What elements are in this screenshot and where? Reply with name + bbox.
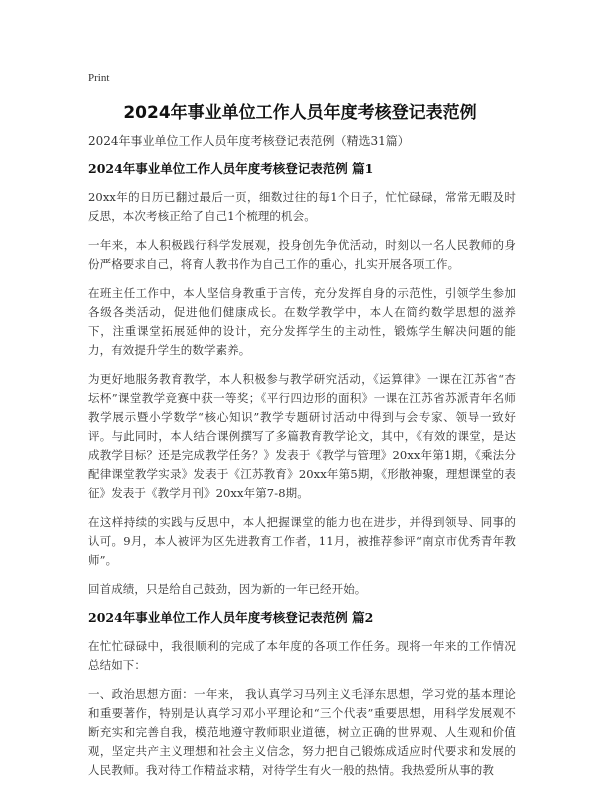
section-2-paragraph-1: 在忙忙碌碌中，我很顺利的完成了本年度的各项工作任务。现将一年来的工作情况总结如下： bbox=[88, 639, 516, 672]
print-link[interactable]: Print bbox=[88, 72, 110, 84]
section-heading-1: 2024年事业单位工作人员年度考核登记表范例 篇1 bbox=[88, 161, 374, 176]
section-heading-2: 2024年事业单位工作人员年度考核登记表范例 篇2 bbox=[88, 610, 374, 625]
article-subtitle: 2024年事业单位工作人员年度考核登记表范例（精选31篇） bbox=[88, 134, 410, 148]
page-title: 2024年事业单位工作人员年度考核登记表范例 bbox=[123, 103, 477, 123]
section-1-paragraph-6: 回首成绩，只是给自己鼓劲，因为新的一年已经开始。 bbox=[88, 582, 367, 596]
section-1-paragraph-3: 在班主任工作中，本人坚信身教重于言传，充分发挥自身的示范性，引领学生参加各级各类活动，促进他们健康成长。在数学教学中，本人在简约数学思想的滋养下，注重课堂拓展延伸的设计，充分发挥学生的主动性，锻炼学生解决问题的能力，有效提升学生的数学素养。 bbox=[88, 286, 516, 357]
section-1-paragraph-2: 一年来，本人积极践行科学发展观，投身创先争优活动，时刻以一名人民教师的身份严格要求自己，将育人教书作为自己工作的重心，扎实开展各项工作。 bbox=[88, 238, 516, 271]
article-body bbox=[88, 132, 516, 789]
section-1-paragraph-1: 20xx年的日历已翻过最后一页，细数过往的每1个日子，忙忙碌碌，常常无暇及时反思，本次考核正给了自己1个梳理的机会。 bbox=[88, 190, 516, 223]
section-2-paragraph-2: 一、政治思想方面：一年来， 我认真学习马列主义毛泽东思想，学习党的基本理论和重要著作，特别是认真学习邓小平理论和“三个代表”重要思想，用科学发展观不断充实和完善自我，模范地遵守教师职业道德，树立正确的世界观、人生观和价值观，坚定共产主义理想和社会主义信念，努力把自己锻炼成适应时代要求和发展的人民教师。我对待工作精益求精，对待学生有火一般的热情。我热爱所从事的教 bbox=[88, 687, 516, 777]
section-1-paragraph-5: 在这样持续的实践与反思中，本人把握课堂的能力也在进步，并得到领导、同事的认可。9月，本人被评为区先进教育工作者，11月，被推荐参评“南京市优秀青年教师”。 bbox=[88, 515, 516, 567]
section-1-paragraph-4: 为更好地服务教育教学，本人积极参与教学研究活动，《运算律》一课在江苏省“杏坛杯”课堂教学竞赛中获一等奖；《平行四边形的面积》一课在江苏省苏派青年名师教学展示暨小学数学“核心知识”教学专题研讨活动中得到与会专家、领导一致好评。与此同时，本人结合课例撰写了多篇教育教学论文，其中，《有效的课堂，是达成教学目标？还是完成教学任务？》发表于《教学与管理》20xx年第1期，《乘法分配律课堂教学实录》发表于《江苏教育》20xx年第5期，《形散神聚，理想课堂的表征》发表于《教学月刊》20xx年第7-8期。 bbox=[88, 372, 516, 500]
